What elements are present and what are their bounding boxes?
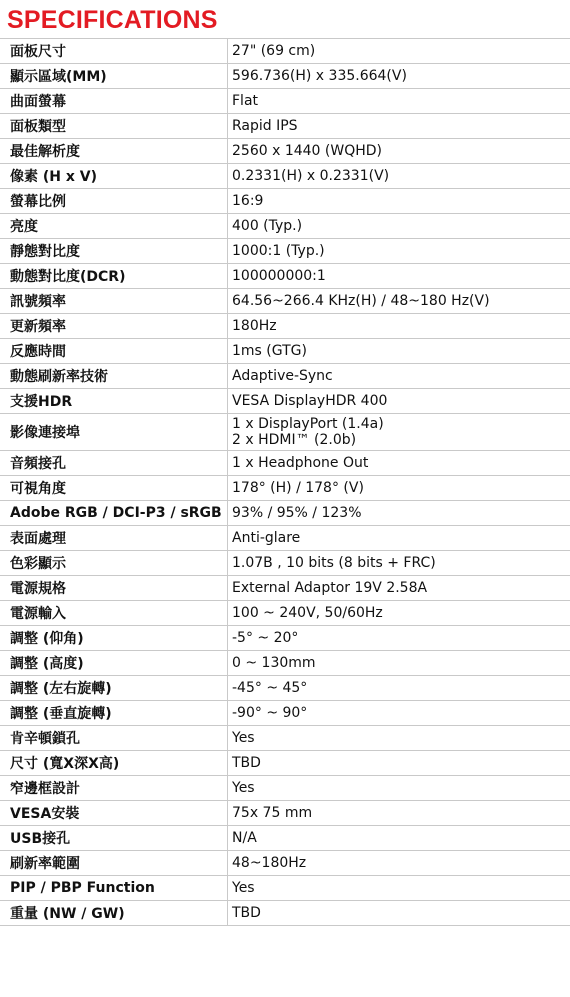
spec-value: 75x 75 mm xyxy=(232,805,313,821)
spec-value: 27" (69 cm) xyxy=(232,43,316,59)
spec-value: Yes xyxy=(232,880,255,896)
spec-row xyxy=(0,339,570,364)
spec-row xyxy=(0,389,570,414)
spec-label: 尺寸 (寬X深X高) xyxy=(10,756,120,772)
spec-label: 刷新率範圍 xyxy=(10,856,80,872)
spec-label: 螢幕比例 xyxy=(10,194,66,210)
spec-row xyxy=(0,451,570,476)
spec-row xyxy=(0,39,570,64)
spec-label: 色彩顯示 xyxy=(10,556,66,572)
spec-row xyxy=(0,264,570,289)
spec-value: 1ms (GTG) xyxy=(232,343,307,359)
spec-label: 影像連接埠 xyxy=(10,425,80,441)
spec-label: 動態對比度(DCR) xyxy=(10,269,126,285)
spec-value: 178° (H) / 178° (V) xyxy=(232,480,364,496)
spec-label: 像素 (H x V) xyxy=(10,169,98,185)
spec-value: 1.07B , 10 bits (8 bits + FRC) xyxy=(232,555,436,571)
spec-row xyxy=(0,239,570,264)
spec-row xyxy=(0,601,570,626)
spec-value: 400 (Typ.) xyxy=(232,218,303,234)
spec-value: 0 ~ 130mm xyxy=(232,655,316,671)
spec-label: 反應時間 xyxy=(10,344,66,360)
spec-label: Adobe RGB / DCI-P3 / sRGB xyxy=(10,505,222,521)
spec-value: -5° ~ 20° xyxy=(232,630,299,646)
spec-label: VESA安裝 xyxy=(10,806,80,822)
spec-label: 訊號頻率 xyxy=(10,294,66,310)
spec-value: Rapid IPS xyxy=(232,118,298,134)
spec-value: 1 x Headphone Out xyxy=(232,455,369,471)
spec-value: 48~180Hz xyxy=(232,855,307,871)
spec-value: -45° ~ 45° xyxy=(232,680,308,696)
spec-row xyxy=(0,726,570,751)
spec-label: 面板類型 xyxy=(10,119,66,135)
spec-row xyxy=(0,801,570,826)
spec-row xyxy=(0,851,570,876)
spec-label: 表面處理 xyxy=(10,531,66,547)
spec-value: 16:9 xyxy=(232,193,264,209)
spec-label: 動態刷新率技術 xyxy=(10,369,108,385)
spec-row xyxy=(0,651,570,676)
spec-row xyxy=(0,701,570,726)
spec-label: USB接孔 xyxy=(10,831,71,847)
spec-row xyxy=(0,901,570,926)
spec-label: 更新頻率 xyxy=(10,319,66,335)
spec-row xyxy=(0,626,570,651)
spec-row xyxy=(0,776,570,801)
page-title: SPECIFICATIONS xyxy=(7,6,218,34)
spec-value: Anti-glare xyxy=(232,530,301,546)
spec-value-line: 1 x DisplayPort (1.4a) xyxy=(232,416,384,432)
spec-value: 596.736(H) x 335.664(V) xyxy=(232,68,407,84)
spec-row xyxy=(0,414,570,451)
spec-label: 調整 (垂直旋轉) xyxy=(10,706,112,722)
spec-value: TBD xyxy=(232,905,261,921)
spec-value: 93% / 95% / 123% xyxy=(232,505,362,521)
spec-label: 可視角度 xyxy=(10,481,66,497)
spec-label: 最佳解析度 xyxy=(10,144,80,160)
spec-value: 1000:1 (Typ.) xyxy=(232,243,325,259)
spec-row xyxy=(0,576,570,601)
spec-row xyxy=(0,551,570,576)
spec-value: TBD xyxy=(232,755,261,771)
spec-row xyxy=(0,526,570,551)
spec-row xyxy=(0,314,570,339)
spec-value: 64.56~266.4 KHz(H) / 48~180 Hz(V) xyxy=(232,293,490,309)
spec-value: Yes xyxy=(232,730,255,746)
spec-label: 面板尺寸 xyxy=(10,44,66,60)
spec-label: 靜態對比度 xyxy=(10,244,80,260)
spec-row xyxy=(0,89,570,114)
spec-value: External Adaptor 19V 2.58A xyxy=(232,580,428,596)
spec-label: 電源輸入 xyxy=(10,606,66,622)
spec-value: Yes xyxy=(232,780,255,796)
spec-label: 曲面螢幕 xyxy=(10,94,66,110)
spec-label: 音頻接孔 xyxy=(10,456,66,472)
spec-value: 100 ~ 240V, 50/60Hz xyxy=(232,605,383,621)
spec-label: PIP / PBP Function xyxy=(10,880,155,896)
spec-value: 2560 x 1440 (WQHD) xyxy=(232,143,382,159)
spec-row xyxy=(0,139,570,164)
spec-row xyxy=(0,289,570,314)
spec-label: 調整 (仰角) xyxy=(10,631,84,647)
spec-row xyxy=(0,676,570,701)
spec-row xyxy=(0,114,570,139)
spec-row xyxy=(0,214,570,239)
spec-value: 100000000:1 xyxy=(232,268,326,284)
spec-label: 調整 (左右旋轉) xyxy=(10,681,112,697)
spec-value: 180Hz xyxy=(232,318,277,334)
spec-value xyxy=(227,416,570,448)
spec-row xyxy=(0,364,570,389)
spec-label: 電源規格 xyxy=(10,581,66,597)
spec-value: Adaptive-Sync xyxy=(232,368,333,384)
spec-value: Flat xyxy=(232,93,259,109)
spec-label: 調整 (高度) xyxy=(10,656,84,672)
spec-row xyxy=(0,501,570,526)
spec-row xyxy=(0,189,570,214)
spec-row xyxy=(0,476,570,501)
spec-label: 肯辛頓鎖孔 xyxy=(10,731,80,747)
spec-label: 顯示區域(MM) xyxy=(10,69,107,85)
spec-label: 亮度 xyxy=(10,219,38,235)
spec-label: 重量 (NW / GW) xyxy=(10,906,125,922)
spec-row xyxy=(0,876,570,901)
spec-value: -90° ~ 90° xyxy=(232,705,308,721)
spec-label: 窄邊框設計 xyxy=(10,781,80,797)
spec-table xyxy=(0,38,570,926)
spec-value-line: 2 x HDMI™ (2.0b) xyxy=(232,432,357,448)
spec-row xyxy=(0,751,570,776)
spec-row xyxy=(0,164,570,189)
spec-row xyxy=(0,64,570,89)
spec-row xyxy=(0,826,570,851)
spec-value: VESA DisplayHDR 400 xyxy=(232,393,388,409)
spec-label: 支援HDR xyxy=(10,394,73,410)
spec-value: N/A xyxy=(232,830,257,846)
spec-value: 0.2331(H) x 0.2331(V) xyxy=(232,168,390,184)
